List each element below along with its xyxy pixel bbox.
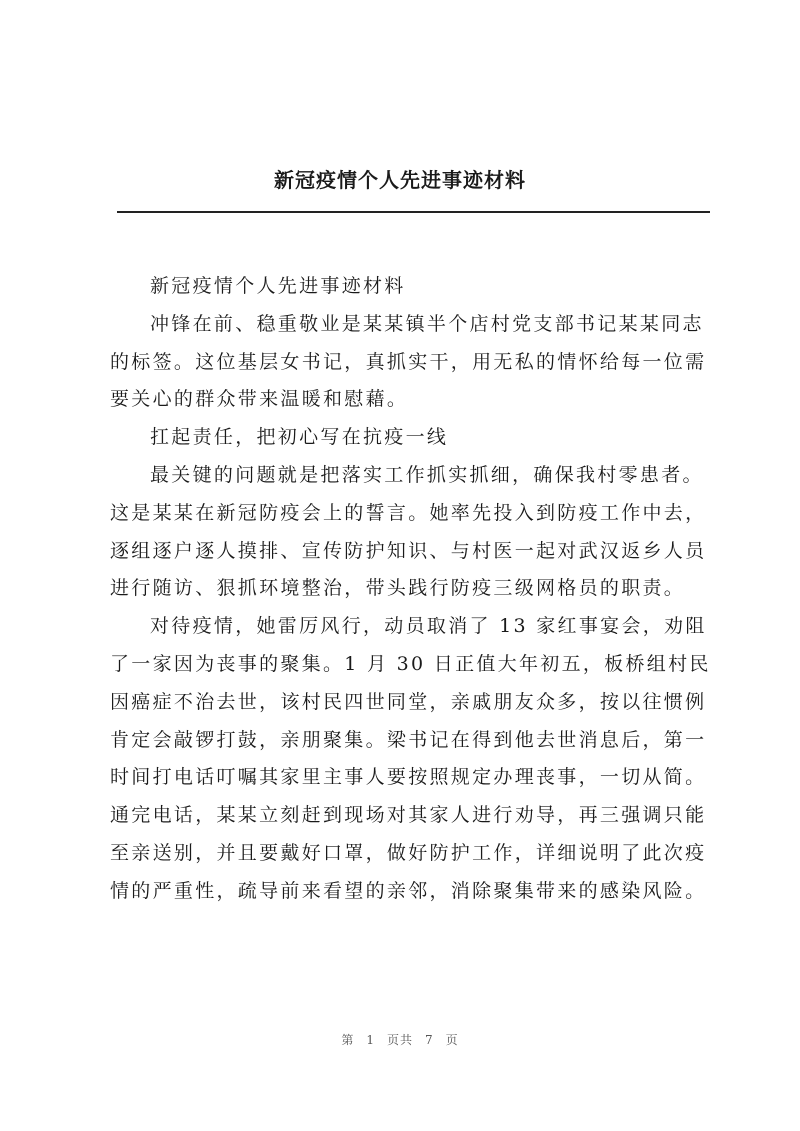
paragraph-line: 情的严重性，疏导前来看望的亲邻，消除聚集带来的感染风险。 xyxy=(110,879,707,902)
paragraph-line: 了一家因为丧事的聚集。1 月 30 日正值大年初五，板桥组村民 xyxy=(110,652,711,675)
footer-total-pages: 7 xyxy=(425,1033,434,1047)
paragraph-line: 最关键的问题就是把落实工作抓实抓细，确保我村零患者。 xyxy=(150,463,704,486)
paragraph-line: 因癌症不治去世，该村民四世同堂，亲戚朋友众多，按以往惯例 xyxy=(110,690,707,713)
page-title: 新冠疫情个人先进事迹材料 xyxy=(274,168,526,192)
paragraph-line: 对待疫情，她雷厉风行，动员取消了 13 家红事宴会，劝阻 xyxy=(150,615,707,638)
paragraph xyxy=(110,268,710,306)
footer-suffix: 页 xyxy=(445,1033,459,1047)
paragraph xyxy=(110,306,710,419)
paragraph-line: 进行随访、狠抓环境整治，带头践行防疫三级网格员的职责。 xyxy=(110,577,686,600)
footer-middle: 页共 xyxy=(386,1033,413,1047)
footer-page-number: 1 xyxy=(366,1033,375,1047)
paragraph-line: 时间打电话叮嘱其家里主事人要按照规定办理丧事，一切从简。 xyxy=(110,766,707,789)
paragraph-line: 这是某某在新冠防疫会上的誓言。她率先投入到防疫工作中去， xyxy=(110,501,707,524)
paragraph-line: 的标签。这位基层女书记，真抓实干，用无私的情怀给每一位需 xyxy=(110,350,707,373)
paragraph-line: 冲锋在前、稳重敬业是某某镇半个店村党支部书记某某同志 xyxy=(150,312,704,335)
paragraph xyxy=(110,457,710,608)
paragraph-line: 要关心的群众带来温暖和慰藉。 xyxy=(110,388,409,411)
title-divider xyxy=(117,211,710,213)
paragraph-line: 至亲送别，并且要戴好口罩，做好防护工作，详细说明了此次疫 xyxy=(110,841,707,864)
page-footer xyxy=(0,1031,800,1048)
paragraph-line: 逐组逐户逐人摸排、宣传防护知识、与村医一起对武汉返乡人员 xyxy=(110,539,707,562)
paragraph xyxy=(110,419,710,457)
paragraph-line: 新冠疫情个人先进事迹材料 xyxy=(150,275,406,297)
footer-prefix: 第 xyxy=(341,1033,355,1047)
paragraph-line: 扛起责任，把初心写在抗疫一线 xyxy=(150,426,449,449)
document-body xyxy=(110,268,710,911)
paragraph-line: 通完电话，某某立刻赶到现场对其家人进行劝导，再三强调只能 xyxy=(110,804,707,827)
paragraph-line: 肯定会敲锣打鼓，亲朋聚集。梁书记在得到他去世消息后，第一 xyxy=(110,728,707,751)
paragraph xyxy=(110,608,710,910)
